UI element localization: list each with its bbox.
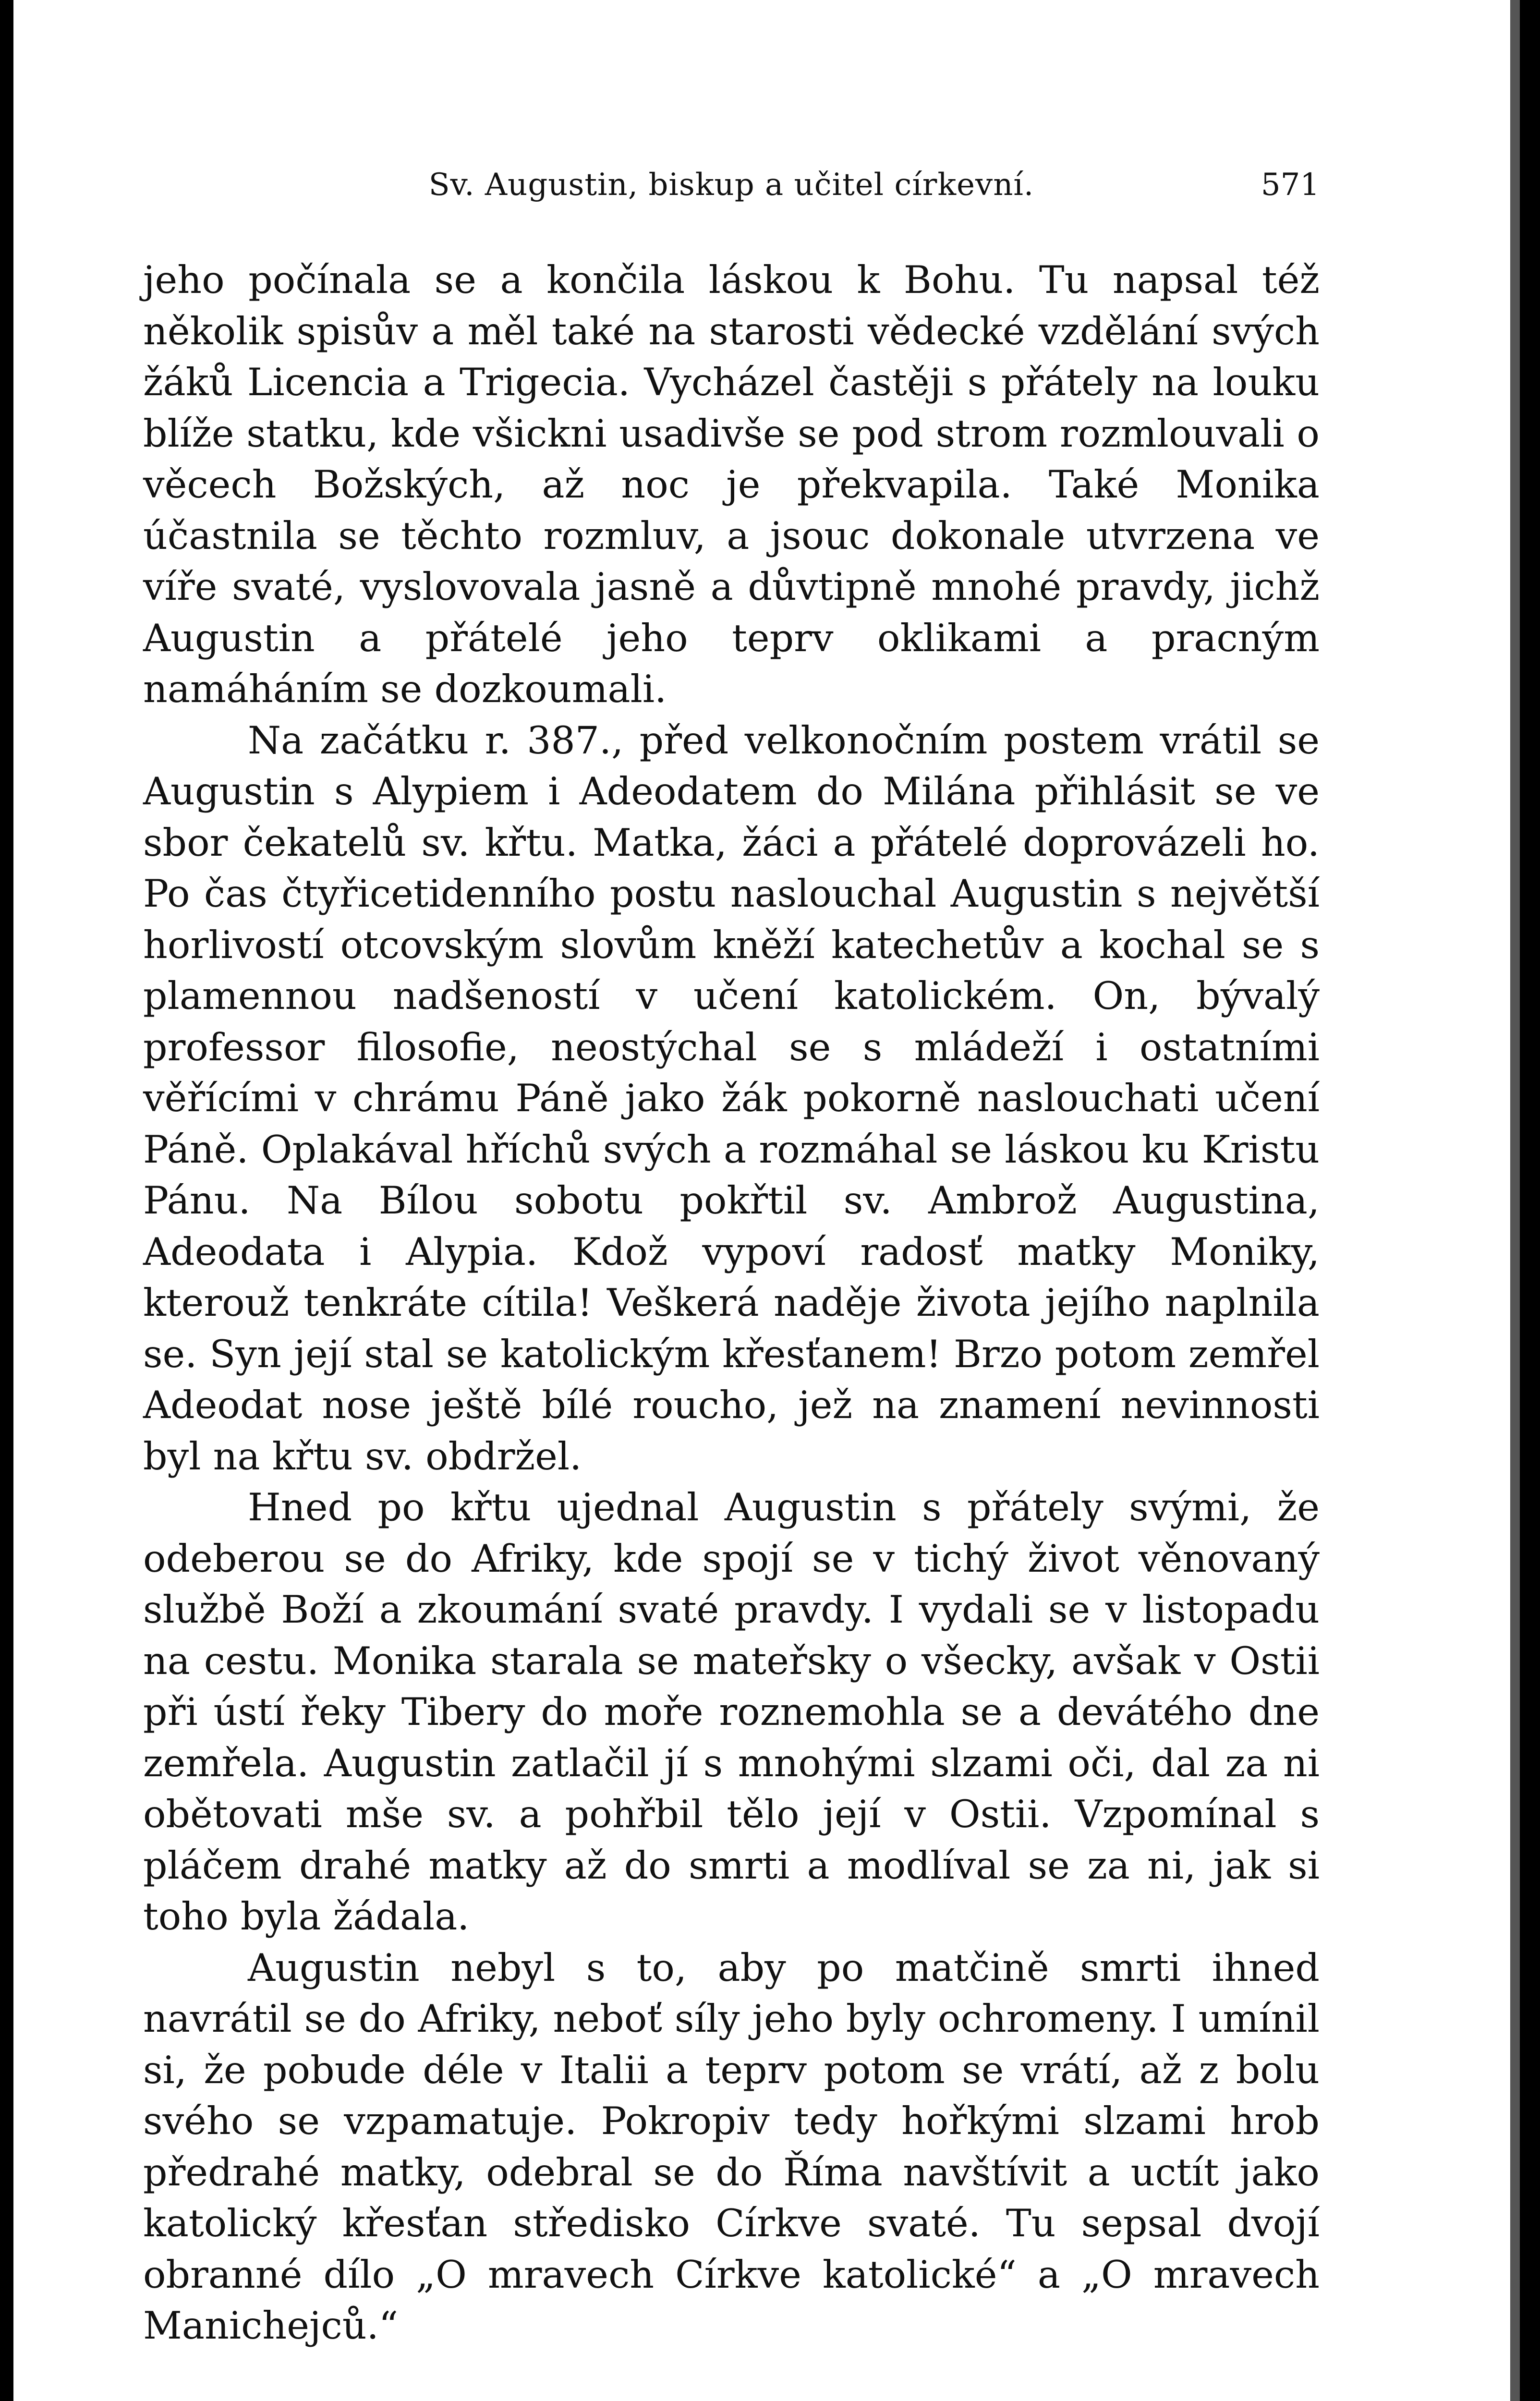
paragraph-3: Hned po křtu ujednal Augustin s přátely svými, že odeberou se do Afriky, kde spojí se v tichý život věnovaný službě Boží a zkoumání svaté pravdy. I vydali se v listopadu na cestu. Monika starala se mateřsky o všecky, avšak v Ostii při ústí řeky Tibery do moře roznemohla se a devátého dne zemřela. Augustin zatlačil jí s mnohými slzami oči, dal za ni obětovati mše sv. a pohřbil tělo její v Ostii. Vzpomínal s pláčem drahé matky až do smrti a modlíval se za ni, jak si toho byla žádala. xyxy=(143,1485,1320,1939)
page-number: 571 xyxy=(1261,167,1320,203)
paragraph-1: jeho počínala se a končila láskou k Bohu. Tu napsal též několik spisův a měl také na starosti vědecké vzdělání svých žáků Licencia a Trigecia. Vycházel častěji s přátely na louku blíže statku, kde všickni usadivše se pod strom rozmlouvali o věcech Božských, až noc je překvapila. Také Monika účastnila se těchto rozmluv, a jsouc dokonale utvrzena ve víře svaté, vyslovovala jasně a důvtipně mnohé pravdy, jichž Augustin a přátelé jeho teprv oklikami a pracným namáháním se dozkoumali. xyxy=(143,258,1320,711)
scan-edge-right-shadow xyxy=(1510,0,1520,2401)
body-text xyxy=(143,255,1320,2352)
paragraph-2: Na začátku r. 387., před velkonočním postem vrátil se Augustin s Alypiem i Adeodatem do Milána přihlásit se ve sbor čekatelů sv. křtu. Matka, žáci a přátelé doprovázeli ho. Po čas čtyřicetidenního postu naslouchal Augustin s největší horlivostí otcovským slovům kněží katechetův a kochal se s plamennou nadšeností v učení katolickém. On, bývalý professor filosofie, neostýchal se s mládeží i ostatními věřícími v chrámu Páně jako žák pokorně naslouchati učení Páně. Oplakával hříchů svých a rozmáhal se láskou ku Kristu Pánu. Na Bílou sobotu pokřtil sv. Ambrož Augustina, Adeodata i Alypia. Kdož vypoví radosť matky Moniky, kterouž tenkráte cítila! Veškerá naděje života jejího naplnila se. Syn její stal se katolickým křesťanem! Brzo potom zemřel Adeodat nose ještě bílé roucho, jež na znamení nevinnosti byl na křtu sv. obdržel. xyxy=(143,718,1320,1479)
header-title: Sv. Augustin, biskup a učitel církevní. xyxy=(428,167,1034,203)
scan-edge-right xyxy=(1520,0,1540,2401)
running-header xyxy=(143,158,1320,211)
paragraph-4: Augustin nebyl s to, aby po matčině smrti ihned navrátil se do Afriky, neboť síly jeho byly ochromeny. I umínil si, že pobude déle v Italii a teprv potom se vrátí, až z bolu svého se vzpamatuje. Pokropiv tedy hořkými slzami hrob předrahé matky, odebral se do Říma navštívit a uctít jako katolický křesťan středisko Církve svaté. Tu sepsal dvojí obranné dílo „O mravech Církve katolické“ a „O mravech Manichejců.“ xyxy=(143,1945,1320,2348)
scan-edge-left xyxy=(0,0,13,2401)
book-page xyxy=(143,158,1320,2352)
